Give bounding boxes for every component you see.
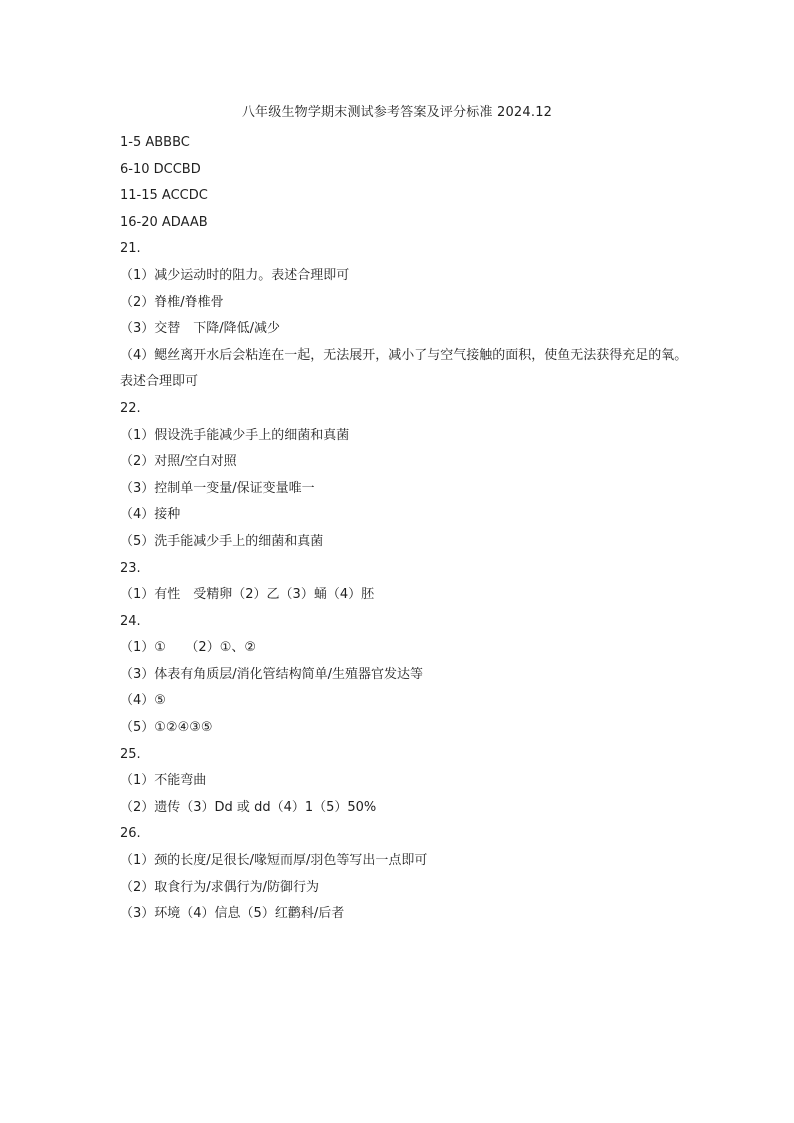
question-number-22: 22. <box>120 400 141 416</box>
question-number-23: 23. <box>120 560 141 576</box>
answer-line-24-3: （3）体表有角质层/消化管结构简单/生殖器官发达等 <box>120 666 424 682</box>
answer-line-mc-11-15: 11-15 ACCDC <box>120 188 208 204</box>
question-number-21: 21. <box>120 241 141 257</box>
answer-line-26-3-5: （3）环境（4）信息（5）红鹳科/后者 <box>120 906 345 922</box>
question-number-26: 26. <box>120 826 141 842</box>
answer-line-24-5: （5）①②④③⑤ <box>120 720 213 736</box>
answer-line-26-2: （2）取食行为/求偶行为/防御行为 <box>120 879 320 895</box>
answer-line-mc-1-5: 1-5 ABBBC <box>120 135 190 150</box>
answer-line-24-1-2: （1）① （2）①、② <box>120 640 257 656</box>
question-number-25: 25. <box>120 746 141 762</box>
answer-line-21-4: （4）鳃丝离开水后会粘连在一起，无法展开，减小了与空气接触的面积，使鱼无法获得充足的氧。表述合理即可 <box>120 347 688 390</box>
answer-line-22-1: （1）假设洗手能减少手上的细菌和真菌 <box>120 427 350 443</box>
answer-line-25-1: （1）不能弯曲 <box>120 773 207 789</box>
answer-line-mc-16-20: 16-20 ADAAB <box>120 214 208 230</box>
answer-line-21-3: （3）交替 下降/降低/减少 <box>120 321 281 337</box>
answer-list <box>120 130 690 928</box>
answer-line-21-2: （2）脊椎/脊椎骨 <box>120 294 224 310</box>
answer-line-23: （1）有性 受精卵（2）乙（3）蛹（4）胚 <box>120 587 375 603</box>
answer-line-24-4: （4）⑤ <box>120 693 166 709</box>
answer-line-22-2: （2）对照/空白对照 <box>120 454 237 470</box>
answer-line-22-5: （5）洗手能减少手上的细菌和真菌 <box>120 533 324 549</box>
answer-line-22-3: （3）控制单一变量/保证变量唯一 <box>120 480 315 496</box>
document-title: 八年级生物学期末测试参考答案及评分标准 2024.12 <box>241 105 553 120</box>
answer-line-mc-6-10: 6-10 DCCBD <box>120 161 201 177</box>
answer-line-21-1: （1）减少运动时的阻力。表述合理即可 <box>120 267 350 283</box>
answer-line-25-2-5: （2）遗传（3）Dd 或 dd（4）1（5）50% <box>120 799 377 815</box>
question-number-24: 24. <box>120 613 141 629</box>
answer-line-22-4: （4）接种 <box>120 507 181 523</box>
answer-line-26-1: （1）颈的长度/足很长/喙短而厚/羽色等写出一点即可 <box>120 853 428 869</box>
